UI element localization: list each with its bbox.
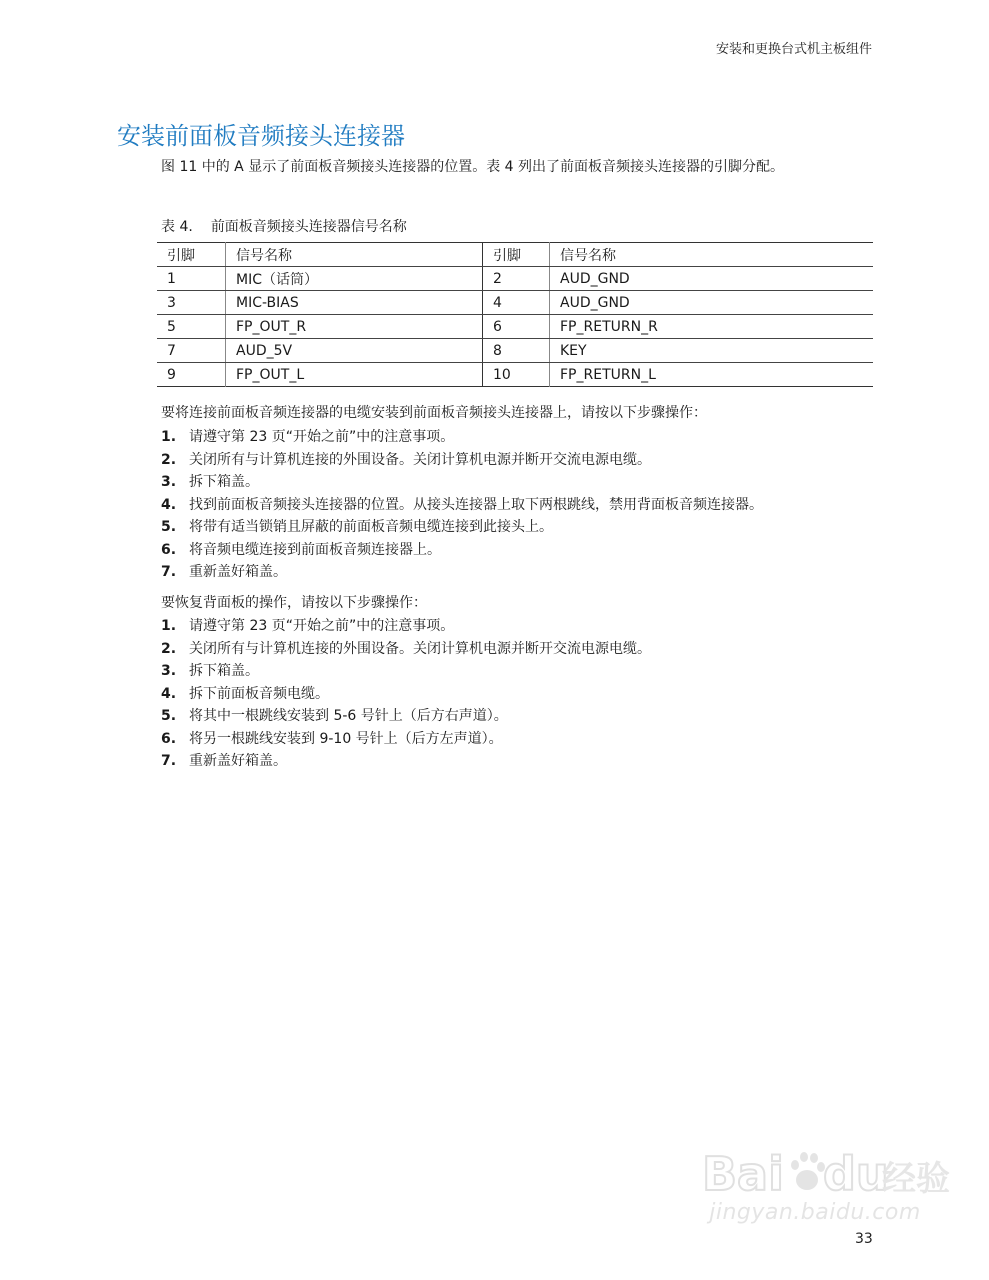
step-text: 拆下箱盖。	[189, 663, 259, 679]
table-caption-title: 前面板音频接头连接器信号名称	[210, 219, 407, 235]
page-number: 33	[855, 1231, 873, 1247]
step-text: 重新盖好箱盖。	[189, 564, 287, 580]
pin-cell: 10	[483, 363, 550, 387]
list-item	[161, 615, 651, 638]
signal-cell: MIC（话筒）	[226, 267, 483, 291]
step-number: 2.	[161, 640, 177, 657]
step-text: 找到前面板音频接头连接器的位置。从接头连接器上取下两根跳线，禁用背面板音频连接器。	[189, 496, 763, 513]
list-item	[161, 750, 651, 773]
svg-text:du: du	[823, 1147, 889, 1201]
step-text: 拆下箱盖。	[189, 474, 259, 490]
list-item	[161, 471, 763, 494]
step-text: 请遵守第 23 页“开始之前”中的注意事项。	[189, 618, 455, 634]
list-item	[161, 683, 651, 706]
signal-cell: AUD_GND	[550, 291, 874, 315]
watermark-url: jingyan.baidu.com	[709, 1200, 921, 1225]
table-row	[157, 267, 873, 291]
step-text: 将带有适当锁销且屏蔽的前面板音频电缆连接到此接头上。	[189, 519, 553, 535]
pin-cell: 7	[157, 339, 226, 363]
header-signal-name: 信号名称	[226, 243, 483, 267]
signal-cell: FP_RETURN_R	[550, 315, 874, 339]
signal-cell: FP_RETURN_L	[560, 366, 656, 383]
pin-cell: 9	[157, 363, 226, 387]
pin-cell: 5	[157, 315, 226, 339]
step-text: 将其中一根跳线安装到 5-6 号针上（后方右声道）。	[189, 708, 508, 724]
signal-cell: MIC-BIAS	[226, 291, 483, 315]
restore-steps-list	[161, 615, 651, 773]
step-number: 4.	[161, 496, 177, 513]
list-item	[161, 705, 651, 728]
list-item	[161, 660, 651, 683]
header-pin: 引脚	[157, 243, 226, 267]
list-item	[161, 494, 763, 517]
step-number: 2.	[161, 451, 177, 468]
header-signal-name: 信号名称	[550, 243, 874, 267]
pin-cell: 4	[483, 291, 550, 315]
table-row	[157, 315, 873, 339]
pin-cell: 1	[157, 267, 226, 291]
step-number: 7.	[161, 753, 177, 769]
header-pin: 引脚	[483, 243, 550, 267]
step-text: 将音频电缆连接到前面板音频连接器上。	[189, 541, 441, 558]
table-row	[157, 339, 873, 363]
list-item	[161, 539, 763, 562]
table-caption-number: 表 4.	[161, 219, 193, 235]
table-header-row	[157, 243, 873, 267]
pin-cell: 2	[483, 267, 550, 291]
list-item	[161, 516, 763, 539]
list-item	[161, 638, 651, 661]
list-item	[161, 728, 651, 751]
step-text: 重新盖好箱盖。	[189, 753, 287, 769]
step-text: 关闭所有与计算机连接的外围设备。关闭计算机电源并断开交流电源电缆。	[189, 640, 651, 657]
step-number: 6.	[161, 541, 177, 558]
svg-text:Bai: Bai	[702, 1147, 784, 1201]
step-number: 5.	[161, 519, 177, 535]
step-number: 3.	[161, 474, 177, 490]
step-number: 1.	[161, 429, 177, 445]
svg-text:经验: 经验	[882, 1159, 950, 1199]
baidu-logo-icon	[700, 1140, 950, 1202]
list-item	[161, 561, 763, 584]
restore-lead: 要恢复背面板的操作，请按以下步骤操作：	[161, 595, 427, 611]
install-steps-list	[161, 426, 763, 584]
step-text: 请遵守第 23 页“开始之前”中的注意事项。	[189, 429, 455, 445]
table-caption	[161, 216, 407, 236]
list-item	[161, 449, 763, 472]
signal-cell: FP_OUT_R	[226, 315, 483, 339]
step-number: 5.	[161, 708, 177, 724]
pin-signal-table	[157, 242, 873, 387]
signal-cell: AUD_GND	[550, 267, 874, 291]
intro-paragraph: 图 11 中的 A 显示了前面板音频接头连接器的位置。表 4 列出了前面板音频接头连接器的引脚分配。	[161, 159, 784, 175]
signal-cell: KEY	[550, 339, 874, 363]
step-number: 7.	[161, 564, 177, 580]
signal-cell: AUD_5V	[226, 339, 483, 363]
table-row	[157, 291, 873, 315]
pin-cell: 6	[483, 315, 550, 339]
pin-cell: 8	[483, 339, 550, 363]
list-item	[161, 426, 763, 449]
step-text: 关闭所有与计算机连接的外围设备。关闭计算机电源并断开交流电源电缆。	[189, 451, 651, 468]
baidu-jingyan-watermark	[700, 1140, 950, 1230]
section-title: 安装前面板音频接头连接器	[117, 122, 405, 150]
step-text: 拆下前面板音频电缆。	[189, 685, 329, 702]
step-number: 4.	[161, 685, 177, 702]
step-text: 将另一根跳线安装到 9-10 号针上（后方左声道）。	[189, 730, 503, 747]
running-header: 安装和更换台式机主板组件	[715, 42, 872, 57]
table-row	[157, 363, 873, 387]
pin-cell: 3	[157, 291, 226, 315]
signal-cell: FP_OUT_L	[226, 363, 483, 387]
install-lead: 要将连接前面板音频连接器的电缆安装到前面板音频接头连接器上，请按以下步骤操作：	[161, 405, 707, 421]
step-number: 3.	[161, 663, 177, 679]
step-number: 1.	[161, 618, 177, 634]
step-number: 6.	[161, 730, 177, 747]
